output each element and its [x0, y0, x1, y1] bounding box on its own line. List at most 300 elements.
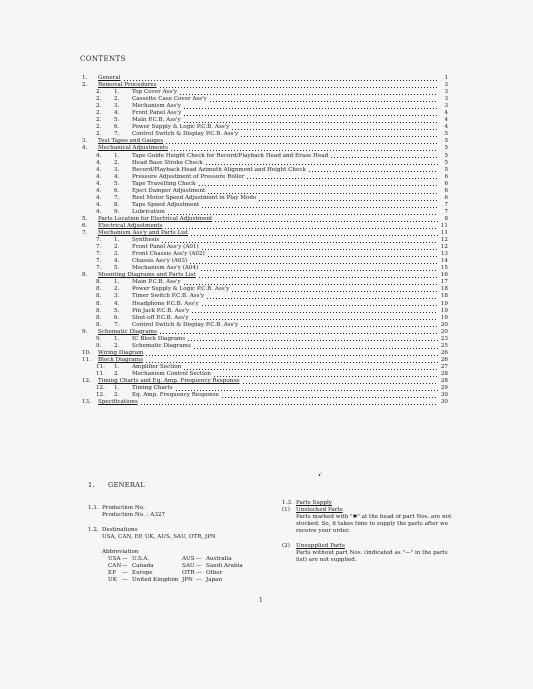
toc-sub-index: 2. [114, 96, 120, 103]
toc-subentry [82, 209, 448, 216]
toc-title: Schematic Diagrams [132, 342, 191, 349]
toc-page-number: 5 [444, 159, 448, 166]
production-no-line: Production No. : A327 [102, 512, 166, 518]
paragraph-line: list) are not supplied. [296, 557, 357, 563]
abbreviation-cell: — [122, 577, 128, 583]
toc-leader-dots [221, 397, 438, 398]
paragraph-line: Parts marked with "✱" at the head of part Nos. are not [296, 514, 452, 520]
abbreviation-cell: Canada [132, 563, 154, 569]
toc-title: Main P.C.B. Ass'y [132, 117, 181, 124]
toc-title: Mechanical Adjustments [98, 145, 168, 152]
toc-page-number: 28 [440, 378, 448, 385]
toc-number: 12. [82, 378, 91, 385]
section-title: GENERAL [108, 481, 145, 489]
toc-page-number: 1 [444, 75, 448, 81]
toc-subentry [82, 89, 448, 96]
toc-leader-dots [330, 157, 438, 158]
toc-entry [82, 145, 448, 152]
toc-leader-dots [167, 214, 438, 215]
production-no-block [88, 505, 165, 519]
toc-title: Removal Procedures [98, 82, 157, 89]
toc-parent-number: 7. [96, 244, 102, 251]
s12-number: 1.2. [88, 527, 99, 533]
paragraph-line: Parts without part Nos. (indicated as "—" in the parts [296, 550, 448, 556]
toc-subentry [82, 343, 448, 350]
toc-number: 2. [82, 82, 88, 89]
toc-leader-dots [140, 404, 438, 405]
toc-subentry [82, 167, 448, 174]
toc-parent-number: 8. [96, 286, 102, 293]
toc-leader-dots [183, 115, 438, 116]
toc-leader-dots [187, 340, 438, 341]
toc-title: Timer Switch P.C.B. Ass'y [132, 293, 205, 300]
toc-leader-dots [179, 94, 438, 95]
toc-page-number: 5 [444, 152, 448, 159]
toc-title: Front Chassis Ass'y (A02) [132, 251, 205, 258]
section-number: 1. [88, 481, 95, 489]
toc-page-number: 11 [440, 230, 448, 237]
toc-parent-number: 4. [96, 166, 102, 173]
toc-sub-index: 3. [114, 103, 120, 110]
toc-subentry [82, 301, 448, 308]
abbreviation-cell: — [196, 577, 202, 583]
toc-leader-dots [209, 101, 438, 102]
toc-sub-index: 6. [114, 124, 120, 131]
toc-title: Lubrication [132, 208, 165, 215]
toc-sub-index: 5. [114, 307, 120, 314]
p1-title: Unstocked Parts [296, 507, 343, 513]
toc-leader-dots [161, 242, 438, 243]
abbreviation-cell: Europe [132, 570, 153, 576]
toc-subentry [82, 279, 448, 286]
toc-number: 10. [82, 349, 91, 356]
toc-leader-dots [198, 277, 438, 278]
toc-subentry [82, 265, 448, 272]
toc-title: Electrical Adjustments [98, 222, 163, 229]
toc-leader-dots [200, 270, 438, 271]
toc-page-number: 14 [440, 258, 448, 265]
toc-parent-number: 8. [96, 321, 102, 328]
toc-subentry [82, 322, 448, 329]
toc-leader-dots [201, 249, 438, 250]
toc-sub-index: 2. [114, 392, 120, 399]
toc-leader-dots [231, 291, 438, 292]
toc-page-number: 19 [440, 307, 448, 314]
contents-heading: CONTENTS [80, 55, 126, 63]
toc-entry [82, 329, 448, 336]
toc-number: 4. [82, 145, 88, 152]
toc-title: Pressure Adjustment of Pressure Roller [132, 173, 245, 180]
toc-parent-number: 11. [96, 370, 105, 377]
toc-subentry [82, 124, 448, 131]
toc-entry [82, 230, 448, 237]
toc-title: Mechanism Control Section [132, 370, 211, 377]
toc-page-number: 4 [444, 124, 448, 131]
toc-number: 5. [82, 215, 88, 222]
toc-title: Timing Charts and Eq. Amp. Frequency Response [98, 378, 240, 385]
toc-entry [82, 223, 448, 230]
toc-page-number: 8 [444, 215, 448, 222]
toc-page-number: 28 [440, 370, 448, 377]
toc-leader-dots [201, 207, 438, 208]
toc-sub-index: 3. [114, 166, 120, 173]
toc-leader-dots [258, 200, 438, 201]
toc-subentry [82, 110, 448, 117]
abbreviation-cell: — [122, 556, 128, 562]
toc-number: 7. [82, 230, 88, 237]
toc-sub-index: 2. [114, 286, 120, 293]
toc-title: Tape Travelling Check [132, 180, 196, 187]
toc-sub-index: 2. [114, 370, 120, 377]
abbreviation-cell: — [122, 563, 128, 569]
abbreviation-cell: — [122, 570, 128, 576]
toc-number: 1. [82, 75, 88, 81]
toc-title: Main P.C.B. Ass'y [132, 279, 181, 286]
toc-number: 6. [82, 222, 88, 229]
toc-title: Power Supply & Logic P.C.B. Ass'y [132, 286, 230, 293]
toc-parent-number: 4. [96, 173, 102, 180]
toc-page-number: 4 [444, 110, 448, 117]
toc-subentry [82, 371, 448, 378]
toc-title: Amplifier Section [132, 363, 182, 370]
abbreviation-cell: — [196, 556, 202, 562]
toc-parent-number: 4. [96, 194, 102, 201]
abbreviation-cell: U.S.A. [132, 556, 150, 562]
p1-number: (1) [282, 507, 290, 513]
toc-subentry [82, 131, 448, 138]
toc-leader-dots [165, 143, 438, 144]
toc-sub-index: 9. [114, 208, 120, 215]
toc-entry [82, 378, 448, 385]
toc-subentry [82, 315, 448, 322]
toc-parent-number: 8. [96, 314, 102, 321]
toc-sub-index: 7. [114, 321, 120, 328]
stray-mark: •′ [316, 471, 324, 480]
toc-parent-number: 4. [96, 208, 102, 215]
toc-title: Power Supply & Logic P.C.B. Ass'y [132, 124, 230, 131]
toc-leader-dots [189, 263, 438, 264]
abbreviation-cell: — [196, 570, 202, 576]
toc-parent-number: 8. [96, 279, 102, 286]
toc-title: Record/Playback Head Azimuth Alignment and Height Check [132, 166, 306, 173]
abbreviation-block [102, 549, 256, 584]
p2-number: (2) [282, 543, 290, 549]
toc-leader-dots [159, 87, 438, 88]
toc-sub-index: 2. [114, 244, 120, 251]
abbreviation-cell: UK [108, 577, 117, 583]
toc-title: IC Block Diagrams [132, 335, 186, 342]
toc-page-number: 27 [440, 363, 448, 370]
destinations-line: USA, CAN, EP, UK, AUS, SAU, OTR, JPN [102, 534, 216, 540]
toc-page-number: 18 [440, 293, 448, 300]
toc-parent-number: 12. [96, 392, 105, 399]
toc-sub-index: 4. [114, 110, 120, 117]
toc-entry [82, 350, 448, 357]
toc-subentry [82, 174, 448, 181]
toc-parent-number: 11. [96, 363, 105, 370]
toc-title: Synthesis [132, 237, 160, 244]
toc-leader-dots [190, 235, 438, 236]
toc-title: Timing Charts [132, 385, 173, 392]
toc-title: Control Switch & Display P.C.B. Ass'y [132, 131, 239, 138]
toc-page-number: 6 [444, 180, 448, 187]
toc-sub-index: 1. [114, 237, 120, 244]
toc-leader-dots [207, 193, 438, 194]
toc-parent-number: 4. [96, 152, 102, 159]
toc-page-number: 26 [440, 349, 448, 356]
toc-sub-index: 7. [114, 194, 120, 201]
toc-page-number: 7 [444, 208, 448, 215]
toc-title: General [98, 75, 121, 81]
toc-leader-dots [145, 355, 438, 356]
toc-parent-number: 8. [96, 307, 102, 314]
toc-title: Mechanism Ass'y (A04) [132, 265, 199, 272]
toc-leader-dots [191, 319, 438, 320]
toc-page-number: 5 [444, 131, 448, 138]
s11-title: Production No. [102, 505, 145, 511]
toc-leader-dots [191, 312, 438, 313]
toc-title: Tape Speed Adjustment [132, 201, 200, 208]
toc-entry [82, 75, 448, 82]
abbreviation-heading: Abbreviation [102, 549, 139, 555]
toc-leader-dots [205, 164, 438, 165]
toc-leader-dots [183, 284, 438, 285]
toc-parent-number: 9. [96, 335, 102, 342]
toc-page-number: 19 [440, 314, 448, 321]
toc-subentry [82, 202, 448, 209]
toc-sub-index: 1. [114, 279, 120, 286]
toc-page-number: 29 [440, 385, 448, 392]
toc-leader-dots [242, 383, 438, 384]
toc-page-number: 6 [444, 187, 448, 194]
toc-sub-index: 5. [114, 265, 120, 272]
abbreviation-cell: Saudi Arabia [206, 563, 243, 569]
toc-parent-number: 7. [96, 251, 102, 258]
toc-sub-index: 5. [114, 180, 120, 187]
toc-parent-number: 8. [96, 293, 102, 300]
toc-sub-index: 4. [114, 173, 120, 180]
toc-parent-number: 8. [96, 300, 102, 307]
toc-parent-number: 2. [96, 89, 102, 96]
toc-subentry [82, 117, 448, 124]
toc-leader-dots [193, 348, 438, 349]
toc-page-number: 5 [444, 138, 448, 145]
toc-title: Schematic Diagrams [98, 328, 157, 335]
toc-sub-index: 2. [114, 159, 120, 166]
toc-leader-dots [145, 362, 438, 363]
p1-text [282, 514, 462, 535]
toc-leader-dots [201, 305, 438, 306]
toc-subentry [82, 188, 448, 195]
toc-parent-number: 2. [96, 124, 102, 131]
toc-title: Eject Damper Adjustment [132, 187, 206, 194]
toc-title: Reel Motor Speed Adjustment in Play Mode [132, 194, 257, 201]
toc-sub-index: 2. [114, 342, 120, 349]
toc-parent-number: 4. [96, 180, 102, 187]
toc-leader-dots [231, 129, 438, 130]
toc-page-number: 19 [440, 300, 448, 307]
toc-parent-number: 2. [96, 96, 102, 103]
toc-subentry [82, 181, 448, 188]
toc-subentry [82, 392, 448, 399]
toc-leader-dots [214, 221, 438, 222]
abbreviation-cell: United Kingdom [132, 577, 179, 583]
toc-title: Pin Jack P.C.B. Ass'y [132, 307, 190, 314]
toc-subentry [82, 195, 448, 202]
abbreviation-cell: Other [206, 570, 223, 576]
toc-parent-number: 4. [96, 201, 102, 208]
toc-parent-number: 2. [96, 131, 102, 138]
toc-page-number: 26 [440, 356, 448, 363]
toc-page-number: 20 [440, 328, 448, 335]
toc-page-number: 30 [440, 392, 448, 399]
toc-number: 8. [82, 272, 88, 279]
toc-sub-index: 6. [114, 314, 120, 321]
toc-title: Wiring Diagram [98, 349, 144, 356]
table-of-contents [82, 75, 448, 406]
abbreviation-cell: Australia [206, 556, 232, 562]
toc-leader-dots [183, 369, 438, 370]
toc-entry [82, 272, 448, 279]
toc-entry [82, 216, 448, 223]
toc-subentry [82, 96, 448, 103]
toc-sub-index: 1. [114, 152, 120, 159]
abbreviation-cell: — [196, 563, 202, 569]
toc-leader-dots [240, 326, 438, 327]
toc-leader-dots [175, 390, 438, 391]
toc-leader-dots [308, 171, 438, 172]
toc-page-number: 12 [440, 237, 448, 244]
toc-parent-number: 7. [96, 258, 102, 265]
abbreviation-cell: CAN [108, 563, 122, 569]
toc-leader-dots [240, 136, 438, 137]
toc-leader-dots [123, 80, 439, 81]
toc-leader-dots [183, 122, 438, 123]
toc-sub-index: 3. [114, 251, 120, 258]
s13-number: 1.3. [282, 500, 293, 506]
toc-page-number: 20 [440, 321, 448, 328]
toc-title: Mechanism Ass'y [132, 103, 181, 110]
toc-leader-dots [170, 150, 438, 151]
toc-parent-number: 2. [96, 110, 102, 117]
toc-subentry [82, 293, 448, 300]
toc-page-number: 3 [444, 103, 448, 110]
toc-number: 9. [82, 328, 88, 335]
toc-title: Top Cover Ass'y [132, 89, 178, 96]
toc-entry [82, 138, 448, 145]
toc-page-number: 6 [444, 194, 448, 201]
toc-page-number: 16 [440, 272, 448, 279]
toc-subentry [82, 336, 448, 343]
paragraph-line: receive your order. [296, 528, 350, 534]
parts-supply-block [282, 500, 462, 564]
abbreviation-cell: Japan [206, 577, 223, 583]
toc-parent-number: 7. [96, 265, 102, 272]
page-number: 1 [259, 597, 263, 604]
toc-page-number: 3 [444, 82, 448, 89]
toc-leader-dots [183, 108, 438, 109]
toc-page-number: 3 [444, 89, 448, 96]
toc-subentry [82, 103, 448, 110]
toc-leader-dots [213, 376, 438, 377]
toc-subentry [82, 308, 448, 315]
toc-sub-index: 3. [114, 293, 120, 300]
toc-leader-dots [198, 185, 438, 186]
toc-page-number: 25 [440, 342, 448, 349]
toc-page-number: 7 [444, 201, 448, 208]
toc-page-number: 18 [440, 286, 448, 293]
toc-subentry [82, 153, 448, 160]
toc-leader-dots [159, 333, 438, 334]
toc-title: Parts Location for Electrical Adjustment [98, 215, 213, 222]
toc-title: Head Base Stroke Check [132, 159, 203, 166]
toc-title: Block Diagrams [98, 356, 143, 363]
toc-sub-index: 1. [114, 335, 120, 342]
toc-page-number: 15 [440, 265, 448, 272]
toc-parent-number: 12. [96, 385, 105, 392]
abbreviation-cell: JPN [182, 577, 193, 583]
abbreviation-cell: OTR [182, 570, 195, 576]
destinations-block [88, 527, 216, 541]
toc-number: 13. [82, 399, 91, 406]
toc-title: Specifications [98, 399, 138, 406]
toc-sub-index: 1. [114, 363, 120, 370]
toc-page-number: 11 [440, 222, 448, 229]
toc-title: Front Panel Ass'y [132, 110, 182, 117]
toc-title: Front Panel Ass'y (A01) [132, 244, 199, 251]
toc-parent-number: 9. [96, 342, 102, 349]
abbreviation-table [108, 556, 256, 584]
toc-parent-number: 2. [96, 117, 102, 124]
toc-title: Headphone P.C.B. Ass'y [132, 300, 199, 307]
toc-page-number: 12 [440, 244, 448, 251]
toc-sub-index: 1. [114, 89, 120, 96]
p2-title: Unsupplied Parts [296, 543, 345, 549]
s12-title: Destinations [102, 527, 138, 533]
toc-parent-number: 4. [96, 187, 102, 194]
toc-title: Cassette Case Cover Ass'y [132, 96, 207, 103]
toc-page-number: 5 [444, 166, 448, 173]
toc-parent-number: 7. [96, 237, 102, 244]
toc-parent-number: 2. [96, 103, 102, 110]
toc-parent-number: 4. [96, 159, 102, 166]
toc-page-number: 6 [444, 173, 448, 180]
toc-page-number: 13 [440, 251, 448, 258]
toc-entry [82, 399, 448, 406]
toc-title: Test Tapes and Gauges [98, 138, 164, 145]
toc-page-number: 3 [444, 96, 448, 103]
toc-page-number: 23 [440, 335, 448, 342]
section-heading [88, 481, 145, 489]
toc-entry [82, 82, 448, 89]
toc-subentry [82, 364, 448, 371]
toc-sub-index: 1. [114, 385, 120, 392]
toc-title: Mechanism Ass'y and Parts List [98, 230, 189, 237]
toc-title: Mounting Diagrams and Parts List [98, 272, 196, 279]
toc-subentry [82, 286, 448, 293]
paragraph-line: stocked. So, it takes time to supply the parts after we [296, 521, 449, 527]
toc-title: Chassis Ass'y (A03) [132, 258, 188, 265]
toc-leader-dots [207, 256, 438, 257]
abbreviation-cell: EP [108, 570, 116, 576]
toc-page-number: 30 [440, 399, 448, 406]
abbreviation-cell: USA [108, 556, 121, 562]
toc-sub-index: 8. [114, 201, 120, 208]
toc-sub-index: 6. [114, 187, 120, 194]
toc-title: Shut-off P.C.B. Ass'y [132, 314, 189, 321]
toc-subentry [82, 160, 448, 167]
toc-number: 3. [82, 138, 88, 145]
